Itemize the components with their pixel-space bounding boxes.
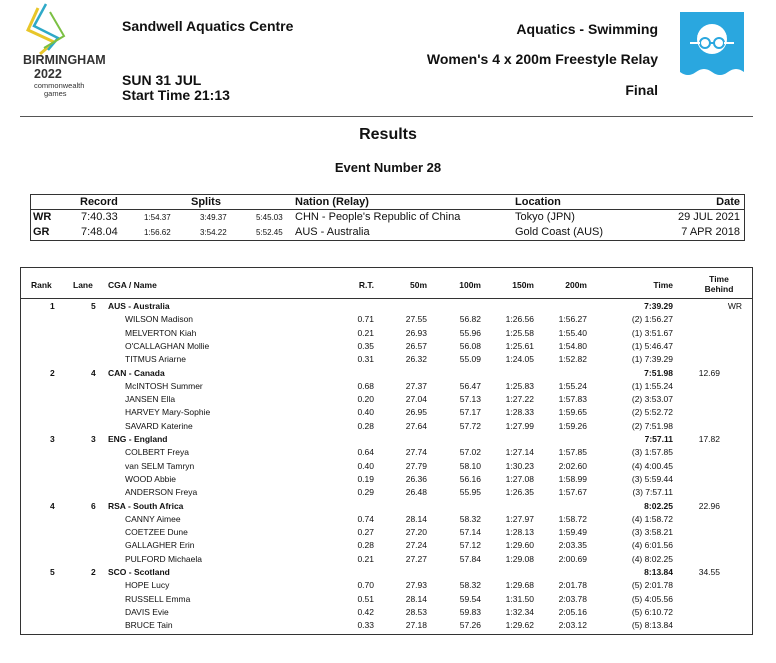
split-150m: 1:26.56 — [505, 314, 534, 325]
split-200m: 2:00.69 — [558, 553, 587, 564]
split-200m: 1:58.99 — [558, 473, 587, 484]
team-time: 7:39.29 — [644, 301, 673, 311]
lane-cell: 3 — [91, 434, 96, 444]
split-200m: 1:58.72 — [558, 513, 587, 524]
split-200m: 1:55.24 — [558, 380, 587, 391]
cumulative-time: (5) 2:01.78 — [631, 580, 673, 591]
split-100m: 57.12 — [459, 540, 481, 551]
split-100m: 57.02 — [459, 447, 481, 458]
split-200m: 1:52.82 — [558, 354, 587, 365]
split-200m: 2:05.16 — [558, 606, 587, 617]
reaction-time: 0.19 — [357, 473, 374, 484]
split-50m: 27.93 — [405, 580, 427, 591]
split-200m: 1:57.85 — [558, 447, 587, 458]
reaction-time: 0.20 — [357, 394, 374, 405]
split-50m: 27.18 — [405, 620, 427, 631]
record-location: Tokyo (JPN) — [515, 211, 575, 223]
split-50m: 26.48 — [405, 487, 427, 498]
lane-cell: 5 — [91, 301, 96, 311]
swimmer-name: HOPE Lucy — [125, 580, 170, 591]
cumulative-time: (2) 3:53.07 — [631, 394, 673, 405]
reaction-time: 0.68 — [357, 380, 374, 391]
split-100m: 58.32 — [459, 580, 481, 591]
split-100m: 58.10 — [459, 460, 481, 471]
split-150m: 1:29.60 — [505, 540, 534, 551]
event-number: Event Number 28 — [334, 160, 442, 175]
record-split: 3:54.22 — [200, 228, 227, 237]
split-200m: 2:03.78 — [558, 593, 587, 604]
record-time: 7:48.04 — [81, 226, 118, 238]
split-50m: 27.64 — [405, 420, 427, 431]
swimmer-name: ANDERSON Freya — [125, 487, 198, 498]
split-150m: 1:29.08 — [505, 553, 534, 564]
record-date: 29 JUL 2021 — [678, 211, 740, 223]
split-50m: 26.32 — [405, 354, 427, 365]
split-150m: 1:24.05 — [505, 354, 534, 365]
split-150m: 1:32.34 — [505, 606, 534, 617]
split-200m: 2:03.12 — [558, 620, 587, 631]
lane-cell: 2 — [91, 567, 96, 577]
swimmer-name: van SELM Tamryn — [125, 460, 195, 471]
150m-header: 150m — [512, 280, 534, 290]
split-100m: 59.54 — [459, 593, 481, 604]
split-50m: 27.74 — [405, 447, 427, 458]
swimmer-name: SAVARD Katerine — [125, 420, 193, 431]
rank-cell: 3 — [50, 434, 55, 444]
swimmer-name: TITMUS Ariarne — [125, 354, 186, 365]
record-split: 5:45.03 — [256, 213, 283, 222]
swimmer-name: HARVEY Mary-Sophie — [125, 407, 211, 418]
split-150m: 1:26.35 — [505, 487, 534, 498]
split-50m: 27.24 — [405, 540, 427, 551]
reaction-time: 0.42 — [357, 606, 374, 617]
swimmer-name: BRUCE Tain — [125, 620, 173, 631]
team-name: CAN - Canada — [108, 367, 165, 378]
reaction-time: 0.35 — [357, 340, 374, 351]
split-150m: 1:28.33 — [505, 407, 534, 418]
cumulative-time: (5) 8:13.84 — [631, 620, 673, 631]
reaction-time: 0.21 — [357, 327, 374, 338]
swimmer-name: JANSEN Ella — [125, 394, 176, 405]
split-150m: 1:25.58 — [505, 327, 534, 338]
split-100m: 56.16 — [459, 473, 481, 484]
team-name: AUS - Australia — [108, 301, 170, 311]
split-150m: 1:29.68 — [505, 580, 534, 591]
split-50m: 28.14 — [405, 593, 427, 604]
record-type: GR — [33, 226, 50, 238]
split-200m: 1:57.67 — [558, 487, 587, 498]
logo-line1: BIRMINGHAM — [23, 53, 106, 67]
record-location: Gold Coast (AUS) — [515, 226, 604, 238]
split-150m: 1:25.61 — [505, 340, 534, 351]
split-50m: 26.57 — [405, 340, 427, 351]
logo-line3: commonwealth — [34, 81, 85, 90]
split-100m: 58.32 — [459, 513, 481, 524]
time-behind-header-line1: Time — [709, 274, 729, 284]
split-100m: 55.96 — [459, 327, 481, 338]
rank-cell: 1 — [50, 301, 55, 311]
swimmer-name: CANNY Aimee — [125, 513, 181, 524]
rank-cell: 5 — [50, 567, 55, 577]
cumulative-time: (3) 7:57.11 — [632, 487, 673, 498]
time-behind: 22.96 — [698, 500, 720, 511]
swimmer-name: RUSSELL Emma — [125, 593, 191, 604]
team-name: SCO - Scotland — [108, 567, 170, 577]
split-200m: 1:59.49 — [558, 527, 587, 538]
reaction-time: 0.51 — [357, 593, 374, 604]
time-behind: 17.82 — [698, 434, 720, 444]
200m-header: 200m — [565, 280, 587, 290]
cumulative-time: (5) 4:05.56 — [631, 593, 673, 604]
reaction-time: 0.64 — [357, 447, 374, 458]
split-100m: 56.82 — [459, 314, 481, 325]
header-divider — [20, 116, 753, 117]
page-title: Results — [359, 126, 417, 143]
time-behind-header-line2: Behind — [704, 284, 734, 294]
location-header: Location — [515, 196, 561, 208]
record-nation: AUS - Australia — [295, 226, 370, 238]
record-type: WR — [33, 211, 52, 223]
split-100m: 57.84 — [459, 553, 481, 564]
time-header: Time — [653, 280, 673, 290]
lane-header: Lane — [73, 280, 93, 290]
team-time: 7:57.11 — [644, 434, 673, 444]
table-header-line — [21, 298, 752, 299]
split-200m: 1:59.26 — [558, 420, 587, 431]
nation-header: Nation (Relay) — [295, 196, 369, 208]
cumulative-time: (4) 4:00.45 — [631, 460, 673, 471]
split-100m: 57.14 — [459, 527, 481, 538]
split-50m: 28.14 — [405, 513, 427, 524]
reaction-time: 0.27 — [357, 527, 374, 538]
split-100m: 59.83 — [459, 606, 481, 617]
venue-name: Sandwell Aquatics Centre — [122, 18, 294, 34]
split-50m: 27.79 — [405, 460, 427, 471]
event-phase: Final — [625, 82, 658, 98]
lane-cell: 4 — [91, 367, 96, 378]
reaction-time: 0.40 — [357, 407, 374, 418]
reaction-time: 0.21 — [357, 553, 374, 564]
split-150m: 1:27.99 — [505, 420, 534, 431]
reaction-time: 0.33 — [357, 620, 374, 631]
split-50m: 26.36 — [405, 473, 427, 484]
split-150m: 1:27.08 — [505, 473, 534, 484]
split-200m: 2:01.78 — [558, 580, 587, 591]
swimmer-name: GALLAGHER Erin — [125, 540, 195, 551]
split-50m: 26.93 — [405, 327, 427, 338]
split-200m: 2:02.60 — [558, 460, 587, 471]
split-150m: 1:29.62 — [505, 620, 534, 631]
team-name: ENG - England — [108, 434, 168, 444]
50m-header: 50m — [409, 280, 427, 290]
split-100m: 57.72 — [459, 420, 481, 431]
record-split: 5:52.45 — [256, 228, 283, 237]
100m-header: 100m — [459, 280, 481, 290]
split-100m: 57.13 — [459, 394, 481, 405]
cumulative-time: (1) 3:51.67 — [631, 327, 673, 338]
split-150m: 1:30.23 — [505, 460, 534, 471]
record-time: 7:40.33 — [81, 211, 118, 223]
split-100m: 55.95 — [459, 487, 481, 498]
swimmer-name: WILSON Madison — [125, 314, 194, 325]
cumulative-time: (5) 6:10.72 — [631, 606, 673, 617]
team-name: RSA - South Africa — [108, 500, 184, 511]
split-50m: 27.55 — [405, 314, 427, 325]
start-time: Start Time 21:13 — [122, 87, 230, 103]
cga-name-header: CGA / Name — [108, 280, 157, 290]
cumulative-time: (3) 5:59.44 — [631, 473, 673, 484]
records-header-line — [31, 209, 744, 210]
swimmer-name: MELVERTON Kiah — [125, 327, 197, 338]
split-100m: 56.08 — [459, 340, 481, 351]
split-100m: 57.26 — [459, 620, 481, 631]
split-50m: 27.37 — [405, 380, 427, 391]
date-header: Date — [716, 196, 740, 208]
split-50m: 27.04 — [405, 394, 427, 405]
split-50m: 27.27 — [405, 553, 427, 564]
time-behind: 34.55 — [698, 567, 720, 577]
birmingham-2022-logo — [20, 2, 120, 102]
record-split: 1:56.62 — [144, 228, 171, 237]
cumulative-time: (1) 1:55.24 — [631, 380, 673, 391]
time-behind: 12.69 — [698, 367, 720, 378]
swimmer-name: DAVIS Evie — [125, 606, 169, 617]
sport-name: Aquatics - Swimming — [516, 21, 658, 37]
reaction-time: 0.28 — [357, 540, 374, 551]
split-50m: 27.20 — [405, 527, 427, 538]
cumulative-time: (1) 5:46.47 — [631, 340, 673, 351]
split-150m: 1:27.97 — [505, 513, 534, 524]
split-200m: 1:54.80 — [558, 340, 587, 351]
split-200m: 1:55.40 — [558, 327, 587, 338]
rank-cell: 4 — [50, 500, 55, 511]
rank-header: Rank — [31, 280, 52, 290]
reaction-time: 0.40 — [357, 460, 374, 471]
cumulative-time: (4) 8:02.25 — [631, 553, 673, 564]
rank-cell: 2 — [50, 367, 55, 378]
swimmer-name: COLBERT Freya — [125, 447, 189, 458]
split-100m: 56.47 — [459, 380, 481, 391]
team-time: 7:51.98 — [644, 367, 673, 378]
swimmer-pictogram-icon — [680, 12, 744, 80]
cumulative-time: (3) 3:58.21 — [631, 527, 673, 538]
record-date: 7 APR 2018 — [681, 226, 740, 238]
results-table — [20, 267, 753, 635]
reaction-time: 0.28 — [357, 420, 374, 431]
records-table — [30, 194, 745, 241]
record-split: 1:54.37 — [144, 213, 171, 222]
record-nation: CHN - People's Republic of China — [295, 211, 461, 223]
split-150m: 1:27.14 — [505, 447, 534, 458]
cumulative-time: (2) 5:52.72 — [631, 407, 673, 418]
record-flag: WR — [727, 301, 742, 311]
swimmer-name: PULFORD Michaela — [125, 553, 202, 564]
team-time: 8:02.25 — [644, 500, 673, 511]
event-date: SUN 31 JUL — [122, 72, 202, 88]
reaction-time: 0.71 — [357, 314, 374, 325]
cumulative-time: (2) 7:51.98 — [631, 420, 673, 431]
split-200m: 2:03.35 — [558, 540, 587, 551]
cumulative-time: (4) 1:58.72 — [631, 513, 673, 524]
split-200m: 1:56.27 — [558, 314, 587, 325]
cumulative-time: (2) 1:56.27 — [631, 314, 673, 325]
split-100m: 57.17 — [459, 407, 481, 418]
split-150m: 1:28.13 — [505, 527, 534, 538]
split-150m: 1:31.50 — [505, 593, 534, 604]
event-title: Women's 4 x 200m Freestyle Relay — [426, 51, 658, 67]
record-split: 3:49.37 — [200, 213, 227, 222]
reaction-time: 0.31 — [357, 354, 374, 365]
swimmer-name: COETZEE Dune — [125, 527, 188, 538]
split-100m: 55.09 — [459, 354, 481, 365]
reaction-time: 0.74 — [357, 513, 374, 524]
split-200m: 1:59.65 — [558, 407, 587, 418]
splits-header: Splits — [191, 196, 221, 208]
cumulative-time: (3) 1:57.85 — [631, 447, 673, 458]
split-150m: 1:25.83 — [505, 380, 534, 391]
reaction-time: 0.29 — [357, 487, 374, 498]
logo-line4: games — [44, 89, 67, 98]
cumulative-time: (1) 7:39.29 — [631, 354, 673, 365]
swimmer-name: WOOD Abbie — [125, 473, 177, 484]
swimmer-name: McINTOSH Summer — [125, 380, 203, 391]
split-150m: 1:27.22 — [505, 394, 534, 405]
team-time: 8:13.84 — [644, 567, 673, 577]
split-200m: 1:57.83 — [558, 394, 587, 405]
split-50m: 28.53 — [405, 606, 427, 617]
reaction-time: 0.70 — [357, 580, 374, 591]
logo-line2: 2022 — [34, 67, 62, 81]
cumulative-time: (4) 6:01.56 — [631, 540, 673, 551]
lane-cell: 6 — [91, 500, 96, 511]
swimmer-name: O'CALLAGHAN Mollie — [125, 340, 210, 351]
record-header: Record — [80, 196, 118, 208]
rt-header: R.T. — [358, 280, 374, 290]
split-50m: 26.95 — [405, 407, 427, 418]
